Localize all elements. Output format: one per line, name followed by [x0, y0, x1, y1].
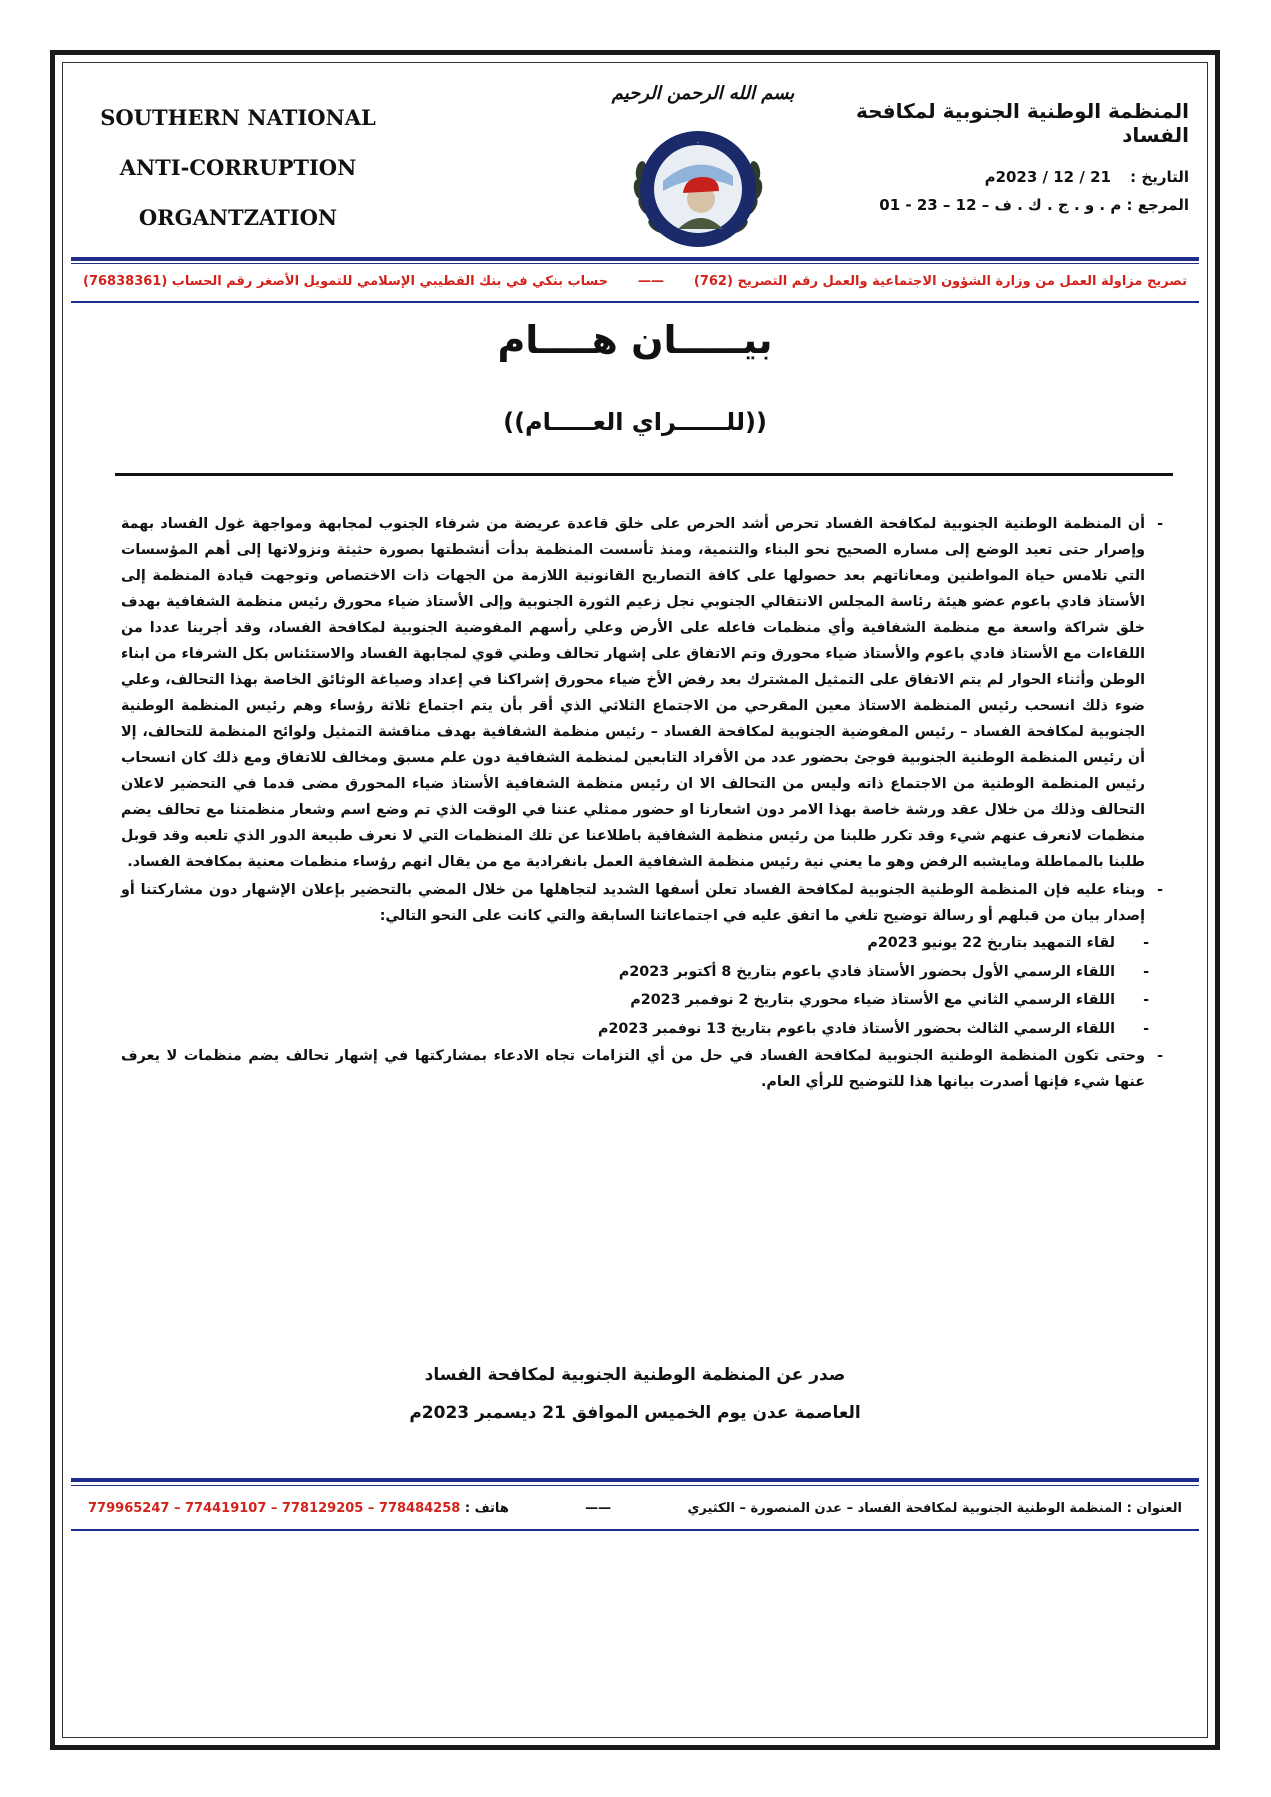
list-item-text: لقاء التمهيد بتاريخ 22 يونيو 2023م — [867, 935, 1115, 951]
bank-account-text: حساب بنكي في بنك القطيبي الإسلامي للتمويل الأصغر رقم الحساب (76838361) — [83, 273, 609, 289]
header-divider-thin — [71, 263, 1199, 264]
bullet-dash: - — [1143, 992, 1149, 1008]
paragraph-3 — [121, 1043, 1163, 1095]
paragraph-1 — [121, 511, 1163, 875]
bullet-dash: - — [1157, 516, 1163, 532]
footer-divider — [71, 1478, 1199, 1482]
header-divider — [71, 257, 1199, 261]
page-inner-border — [62, 62, 1208, 1738]
footer-address: العنوان : المنظمة الوطنية الجنوبية لمكافحة الفساد – عدن المنصورة – الكثيري — [687, 1500, 1182, 1516]
list-item-text: اللقاء الرسمي الأول بحضور الأستاذ فادي باعوم بتاريخ 8 أكتوبر 2023م — [618, 963, 1115, 980]
date-label: التاريخ : — [1130, 168, 1189, 186]
footer — [88, 1493, 1182, 1523]
paragraph-1-text: أن المنظمة الوطنية الجنوبية لمكافحة الفساد تحرص أشد الحرص على خلق قاعدة عريضة من شرفاء الجنوب لمجابهة ومواجهة غول الفساد بهمة وإصرار حتى تعيد الوضع إلى مساره الصحيح نحو البناء والتنمية، ومنذ تأسست المنظمة بدأت أنشطتها بصورة حثيثة ونزولاتها إلى أهم المؤسسات التي تلامس حياة المواطنين ومعاناتهم بعد حصولها على كافة التصاريح القانونية اللازمة من الجهات ذات الاختصاص وتوجهت قيادة المنظمة إلى الأستاذ فادي باعوم عضو هيئة رئاسة المجلس الانتقالي الجنوبي نجل زعيم الثورة الجنوبية وإلى الأستاذ ضياء محورق رئيس منظمة الشفافية بهدف خلق شراكة واسعة مع منظمة الشفافية وأي منظمات فاعله على الأرض وعلي رأسهم المفوضية الجنوبية لمكافحة الفساد، وقد أجرينا عددا من اللقاءات مع الأستاذ فادي باعوم والأستاذ ضياء محورق وتم الاتفاق على إشهار تحالف وطني قوي لمجابهة الفساد والاستئناس بكل الشرفاء من ابناء الوطن وأثناء الحوار لم يتم الاتفاق على التمثيل المشترك بعد رفض الأخ ضياء محورق إشراكنا في إعداد وصياغة الوثائق الخاصة بهذا التحالف، وعلي ضوء ذلك انسحب رئيس المنظمة الاستاذ معين المقرحي من الاجتماع الثلاثي الذي أقر بأن يتم اجتماع ثلاثة رؤساء وهم رئيس المنظمة الوطنية الجنوبية لمكافحة الفساد – رئيس المفوضية الجنوبية لمكافحة الفساد – رئيس منظمة الشفافية بهدف مناقشة التمثيل ولوائح المنظمة للتحالف، إلا أن رئيس المنظمة الوطنية الجنوبية فوجئ بحضور عدد من الأفراد التابعين لمنظمة الشفافية دون علم مسبق ومخالف للاتفاق ومع ذلك كان انسحاب رئيس المنظمة الوطنية من الاجتماع ذاته وليس من التحالف الا ان رئيس منظمة الشفافية الأستاذ ضياء المحورق مضى قدما في التحضير لاعلان التحالف وذلك من خلال عقد ورشة خاصة بهذا الامر دون اشعارنا او حضور ممثلي عننا في الوقت الذي تم وضع اسم وشعار منظمتنا مع تحالف يضم منظمات لانعرف عنهم شيء وقد تكرر طلبنا من رئيس منظمة الشفافية باطلاعنا عن تلك المنظمات التي لا نعرف طبيعة الدور الذي تلعبه وقد قوبل طلبنا بالمماطلة ومايشبه الرفض وهو ما يعني نية رئيس منظمة الشفافية العمل بانفرادية مع من يقال انهم رؤساء منظمات معنية بمكافحة الفساد. — [121, 516, 1145, 870]
paragraph-2-text: وبناء عليه فإن المنظمة الوطنية الجنوبية لمكافحة الفساد تعلن أسفها الشديد لتجاهلها من خلال المضي بالتحضير بإعلان الإشهار دون مشاركتنا أو إصدار بيان من قبلهم أو رسالة توضيح تلغي ما اتفق عليه في اجتماعاتنا السابقة والتي كانت على النحو التالي: — [121, 882, 1145, 924]
phone-label: هاتف : — [464, 1500, 509, 1516]
organization-logo — [623, 111, 773, 261]
english-name-line-2: ANTI-CORRUPTION — [119, 155, 357, 180]
bullet-dash: - — [1143, 935, 1149, 951]
footer-divider-thin — [71, 1485, 1199, 1486]
paragraph-2 — [121, 877, 1163, 929]
list-item — [121, 1015, 1149, 1044]
list-item — [121, 986, 1149, 1015]
document-meta — [829, 163, 1189, 219]
list-item — [121, 958, 1149, 987]
english-name-line-1: SOUTHERN NATIONAL — [100, 105, 376, 130]
date-value: 21 / 12 / 2023م — [984, 168, 1111, 186]
arabic-org-name: المنظمة الوطنية الجنوبية لمكافحة الفساد — [855, 99, 1189, 147]
title-underline — [115, 473, 1173, 476]
list-item-text: اللقاء الرسمي الثاني مع الأستاذ ضياء محوري بتاريخ 2 نوفمبر 2023م — [630, 992, 1115, 1008]
paragraph-3-text: وحتى تكون المنظمة الوطنية الجنوبية لمكافحة الفساد في حل من أي التزامات تجاه الادعاء بمشاركتها في إشهار تحالف يضم منظمات لا يعرف عنها شيء فإنها أصدرت بيانها هذا للتوضيح للرأي العام. — [121, 1048, 1145, 1090]
bullet-dash: - — [1157, 882, 1163, 898]
list-item-text: اللقاء الرسمي الثالث بحضور الأستاذ فادي باعوم بتاريخ 13 نوفمبر 2023م — [598, 1020, 1115, 1037]
signature-issuer: صدر عن المنظمة الوطنية الجنوبية لمكافحة الفساد — [424, 1365, 846, 1385]
meetings-list — [121, 929, 1163, 1043]
banner-separator: —— — [638, 273, 664, 289]
english-org-name — [93, 93, 383, 243]
bullet-dash: - — [1143, 1020, 1149, 1037]
page-border — [50, 50, 1220, 1750]
english-name-line-3: ORGANTZATION — [138, 205, 338, 230]
footer-separator: —— — [585, 1500, 612, 1516]
footer-bottom-divider — [71, 1529, 1199, 1531]
reference-line: المرجع : م . و . ج . ك . ف – 12 – 23 - 01 — [879, 196, 1189, 214]
bullet-dash: - — [1143, 963, 1149, 980]
statement-body — [121, 511, 1163, 1095]
basmala-calligraphy: بسم الله الرحمن الرحيم — [611, 83, 795, 104]
banner-divider — [71, 301, 1199, 303]
statement-title: بيـــــان هــــام — [497, 318, 773, 362]
phone-numbers: 779965247 – 774419107 – 778129205 – 778484258 — [88, 1500, 461, 1516]
license-banner — [83, 266, 1187, 296]
footer-phone — [88, 1501, 509, 1516]
date-line — [829, 163, 1189, 191]
license-text: تصريح مزاولة العمل من وزارة الشؤون الاجتماعية والعمل رقم التصريح (762) — [693, 273, 1187, 289]
list-item — [121, 929, 1149, 958]
signature-date-place: العاصمة عدن يوم الخميس الموافق 21 ديسمبر 2023م — [409, 1403, 861, 1423]
bullet-dash: - — [1157, 1048, 1163, 1064]
statement-subtitle: ((للــــــراي العـــــام)) — [503, 408, 767, 436]
svg-text:.: . — [696, 137, 700, 145]
